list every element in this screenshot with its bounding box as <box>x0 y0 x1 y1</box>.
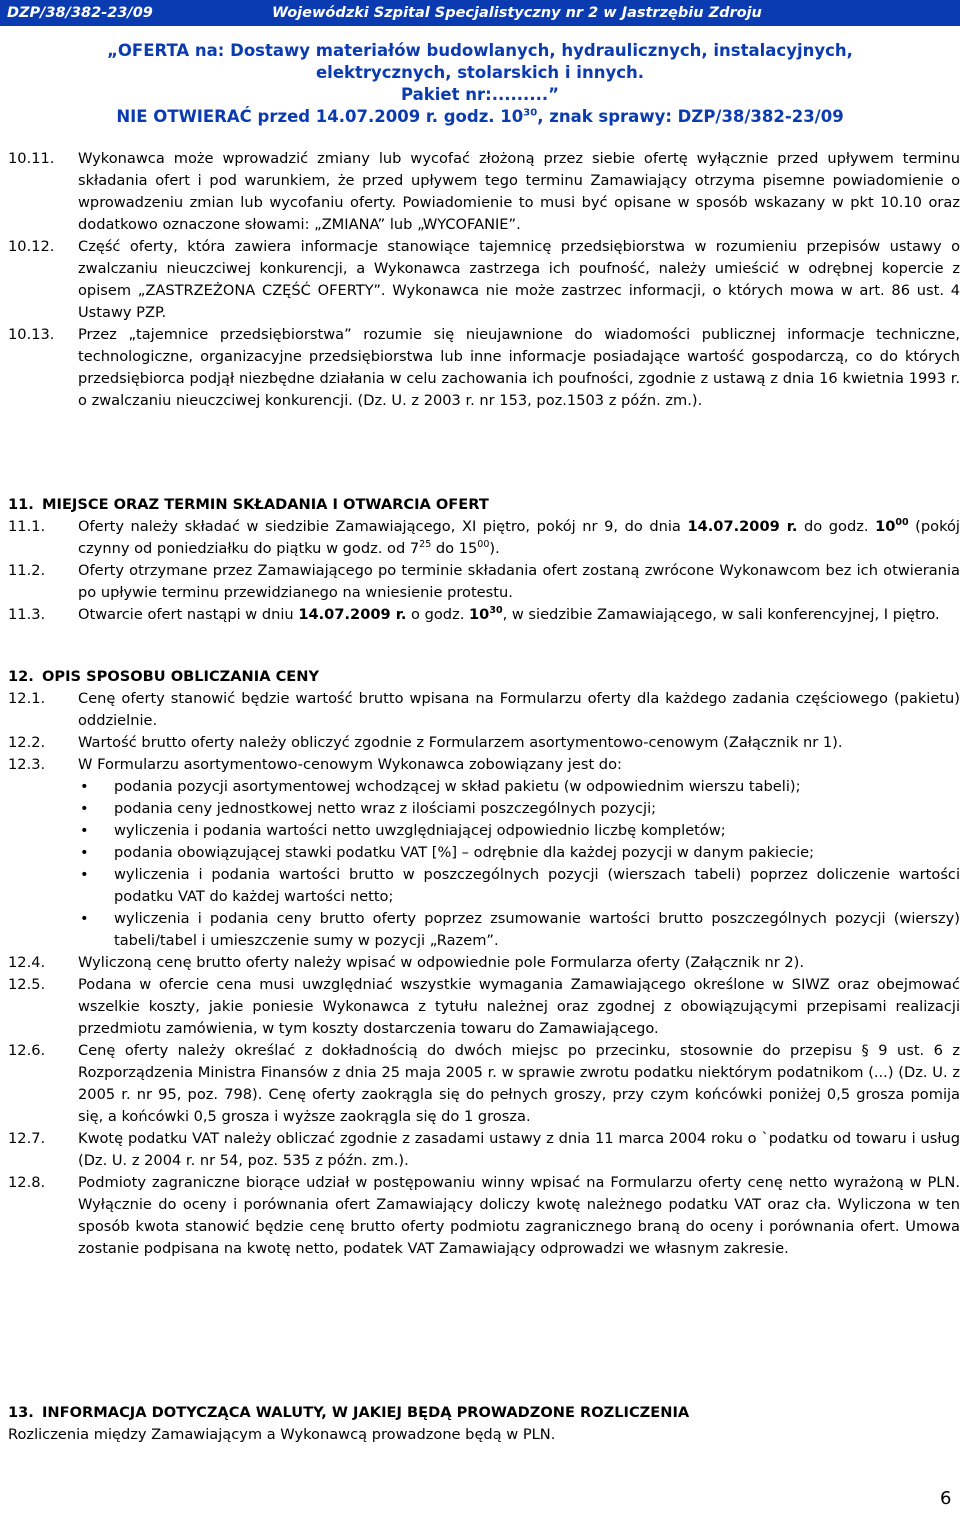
item-12-7: 12.7. Kwotę podatku VAT należy obliczać zgodnie z zasadami ustawy z dnia 11 marca 2004 roku o `podatku od towaru i usług (Dz. U. z 2004 r. nr 54, poz. 535 z późn. zm.). <box>8 1130 960 1169</box>
list-item: • wyliczenia i podania wartości brutto w poszczególnych pozycji (wierszach tabeli) poprzez doliczenie wartości podatku VAT do każdej wartości netto; <box>78 864 960 908</box>
section-13-heading: 13. INFORMACJA DOTYCZĄCA WALUTY, W JAKIEJ BĘDĄ PROWADZONE ROZLICZENIA <box>8 1404 690 1421</box>
list-item: • wyliczenia i podania ceny brutto oferty poprzez zsumowanie wartości brutto poszczególnych pozycji (wierszy) tabeli/tabel i umieszczenie sumy w pozycji „Razem”. <box>78 908 960 952</box>
section-11-heading: 11. MIEJSCE ORAZ TERMIN SKŁADANIA I OTWARCIA OFERT <box>8 496 489 513</box>
bullet-list <box>78 776 960 952</box>
item-10-11 <box>8 148 960 236</box>
item-11-1: 11.1. Oferty należy składać w siedzibie Zamawiającego, XI piętro, pokój nr 9, do dnia 14.07.2009 r. do godz. $10^{00}$ (pokój czynny od poniedziałku do piątku w godz. od $7^{25}$ do $15^{00}$). <box>8 517 960 557</box>
list-item: • podania obowiązującej stawki podatku VAT [%] – odrębnie dla każdej pozycji w danym pakiecie; <box>78 842 960 864</box>
section-12-heading: 12. OPIS SPOSOBU OBLICZANIA CENY <box>8 668 320 685</box>
item-12-6: 12.6. Cenę oferty należy określać z dokładnością do dwóch miejsc po przecinku, stosownie do przepisu § 9 ust. 6 z Rozporządzenia Ministra Finansów z dnia 25 maja 2005 r. w sprawie zwrotu podatku niektórym podatnikom (...) (Dz. U. z 2005 r. nr 95, poz. 798). Cenę oferty zaokrągla się do pełnych groszy, przy czym końcówki poniżej 0,5 grosza pomija się, a końcówki 0,5 grosza i wyższe zaokrągla się do 1 grosza. <box>8 1042 960 1125</box>
section-12 <box>8 666 960 1260</box>
list-item: • wyliczenia i podania wartości netto uwzględniającej odpowiednio liczbę kompletów; <box>78 820 960 842</box>
item-number: 10.13. <box>8 326 55 343</box>
item-12-5: 12.5. Podana w ofercie cena musi uwzględniać wszystkie wymagania Zamawiającego określone w SIWZ oraz obejmować wszelkie koszty, jakie poniesie Wykonawca z tytułu należnej oraz zgodnej z obowiązującymi przepisami realizacji przedmiotu zamówienia, w tym koszty dostarczenia towaru do Zamawiającego. <box>8 976 960 1037</box>
title-line-4: NIE OTWIERAĆ przed 14.07.2009 r. godz. $10^{30}$, znak sprawy: DZP/38/382-23/09 <box>116 107 844 126</box>
section-13-text: Rozliczenia między Zamawiającym a Wykonawcą prowadzone będą w PLN. <box>8 1426 556 1443</box>
offer-envelope-title <box>0 40 960 128</box>
item-text: Przez „tajemnice przedsiębiorstwa” rozumie się nieujawnione do wiadomości publicznej informacje techniczne, technologiczne, organizacyjne przedsiębiorstwa lub inne informacje posiadające wartość gospodarczą, co do których przedsiębiorca podjął niezbędne działania w celu zachowania ich poufności, zgodnie z ustawą z dnia 16 kwietnia 1993 r. o zwalczaniu nieuczciwej konkurencji. (Dz. U. z 2003 r. nr 153, poz.1503 z późn. zm.). <box>78 326 960 409</box>
hospital-name: Wojewódzki Szpital Specjalistyczny nr 2 w Jastrzębiu Zdroju <box>272 5 762 21</box>
page-number: 6 <box>940 1488 952 1509</box>
document-header-bar <box>0 0 960 26</box>
item-11-3: 11.3. Otwarcie ofert nastąpi w dniu 14.07.2009 r. o godz. $10^{30}$, w siedzibie Zamawiającego, w sali konferencyjnej, I piętro. <box>8 605 940 623</box>
item-11-2: 11.2. Oferty otrzymane przez Zamawiającego po terminie składania ofert zostaną zwrócone Wykonawcom bez ich otwierania po upływie terminu przewidzianego na wniesienie protestu. <box>8 562 960 601</box>
title-line-3: Pakiet nr:.........” <box>401 85 559 104</box>
item-12-4: 12.4. Wyliczoną cenę brutto oferty należy wpisać w odpowiednie pole Formularza oferty (Załącznik nr 2). <box>8 954 805 971</box>
case-reference: DZP/38/382-23/09 <box>7 5 153 21</box>
item-number: 10.12. <box>8 238 55 255</box>
item-10-13 <box>8 324 960 412</box>
title-line-2: elektrycznych, stolarskich i innych. <box>315 63 644 82</box>
title-line-1: „OFERTA na: Dostawy materiałów budowlanych, hydraulicznych, instalacyjnych, <box>107 41 853 60</box>
list-item: • podania ceny jednostkowej netto wraz z ilościami poszczególnych pozycji; <box>78 798 960 820</box>
item-12-1: 12.1. Cenę oferty stanowić będzie wartość brutto wpisana na Formularzu oferty dla każdego zadania częściowego (pakietu) oddzielnie. <box>8 690 960 729</box>
section-13 <box>8 1402 960 1446</box>
item-text: Wykonawca może wprowadzić zmiany lub wycofać złożoną przez siebie ofertę wyłącznie przed upływem terminu składania ofert i pod warunkiem, że przed upływem tego terminu Zamawiający otrzyma pisemne powiadomienie o wprowadzeniu zmian lub wycofaniu oferty. Powiadomienie to musi być opisane w sposób wskazany w pkt 10.10 oraz dodatkowo oznaczone słowami: „ZMIANA” lub „WYCOFANIE”. <box>78 150 960 233</box>
section-10-items <box>8 148 960 412</box>
item-12-2: 12.2. Wartość brutto oferty należy obliczyć zgodnie z Formularzem asortymentowo-cenowym (Załącznik nr 1). <box>8 734 843 751</box>
item-10-12 <box>8 236 960 324</box>
item-number: 10.11. <box>8 150 55 167</box>
section-11 <box>8 494 960 626</box>
item-text: Część oferty, która zawiera informacje stanowiące tajemnicę przedsiębiorstwa w rozumieniu przepisów ustawy o zwalczaniu nieuczciwej konkurencji, a Wykonawca zastrzega ich poufność, należy umieścić w odrębnej kopercie z opisem „ZASTRZEŻONA CZĘŚĆ OFERTY”. Wykonawca nie może zastrzec informacji, o których mowa w art. 86 ust. 4 Ustawy PZP. <box>78 238 960 321</box>
list-item: • podania pozycji asortymentowej wchodzącej w skład pakietu (w odpowiednim wierszu tabeli); <box>78 776 960 798</box>
item-12-8: 12.8. Podmioty zagraniczne biorące udział w postępowaniu winny wpisać na Formularzu oferty cenę netto wyrażoną w PLN. Wyłącznie do oceny i porównania ofert Zamawiający doliczy kwotę należnego podatku VAT oraz cła. Wyliczona w ten sposób kwota stanowić będzie cenę brutto oferty podmiotu zagranicznego braną do oceny i porównania ofert. Umowa zostanie podpisana na kwotę netto, podatek VAT Zamawiający odprowadzi we własnym zakresie. <box>8 1174 960 1257</box>
item-12-3: 12.3. W Formularzu asortymentowo-cenowym Wykonawca zobowiązany jest do: • podania pozycji asortymentowej wchodzącej w skład pakietu (w odpowiednim wierszu tabeli); • podania ceny jednostkowej netto wraz z ilościami poszczególnych pozycji; • wyliczenia i podania wartości netto uwzględniającej odpowiednio liczbę kompletów; • podania obowiązującej stawki podatku VAT [%] – odrębnie dla każdej pozycji w danym pakiecie; • wyliczenia i podania wartości brutto w poszczególnych pozycji (wierszach tabeli) poprzez doliczenie wartości podatku VAT do każdej wartości netto; • wyliczenia i podania ceny brutto oferty poprzez zsumowanie wartości brutto poszczególnych pozycji (wierszy) tabeli/tabel i umieszczenie sumy w pozycji „Razem”. <box>8 754 960 952</box>
